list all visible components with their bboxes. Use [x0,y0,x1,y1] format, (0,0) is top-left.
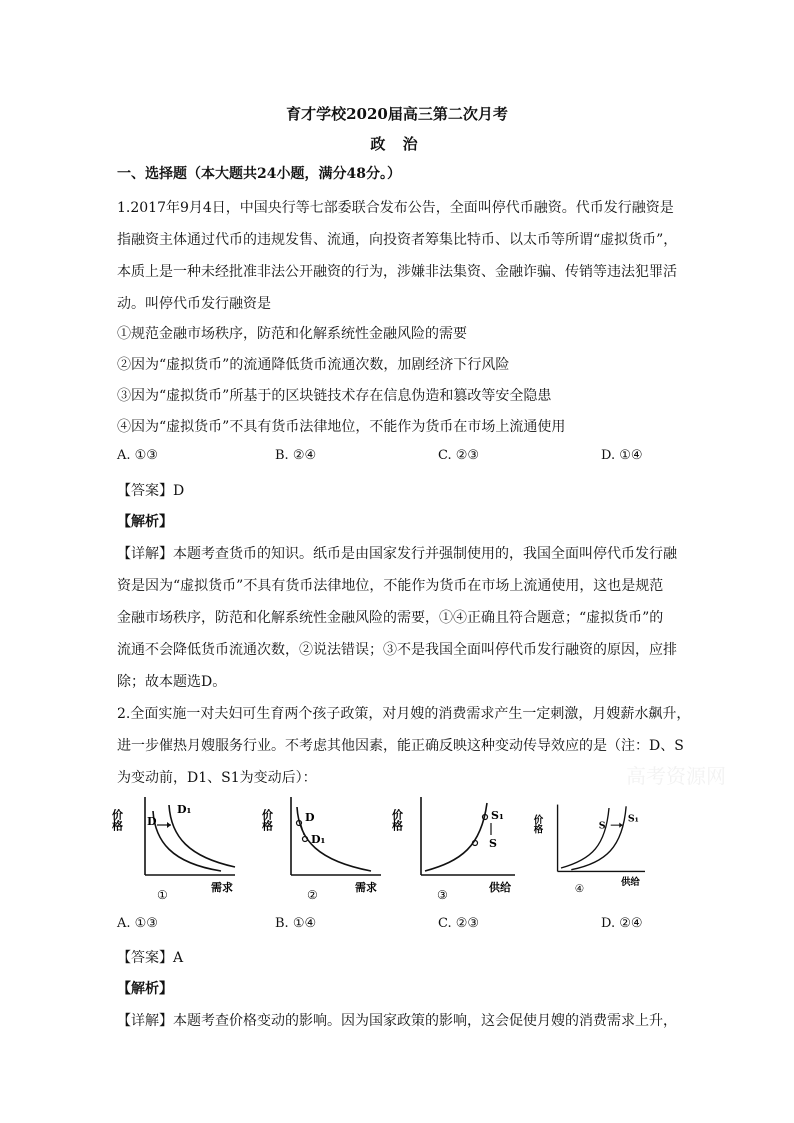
curve-label: S [489,837,497,850]
q1-detail: 【详解】本题考查货币的知识。纸币是由国家发行并强制使用的，我国全面叫停代币发行融 [117,546,677,562]
q1-detail: 资是因为“虚拟货币”不具有货币法律地位，不能作为货币在市场上流通使用，这也是规范 [117,578,664,594]
graph-number: ② [307,888,318,902]
curve-label: S₁ [627,813,639,825]
q2-detail: 【详解】本题考查价格变动的影响。因为国家政策的影响，这会促使月嫂的消费需求上升， [117,1013,677,1029]
q1-analysis-label: 【解析】 [117,514,173,530]
curve-s [561,808,609,868]
q2-graphs [110,795,677,905]
q1-option: ②因为“虚拟货币”的流通降低货币流通次数，加剧经济下行风险 [117,357,510,373]
q2-line: 为变动前，D1、S1为变动后）： [117,770,317,786]
curve-d [153,811,221,871]
graph-ylabel: 价格 [110,809,124,831]
exam-title: 育才学校2020届高三第二次月考 [286,105,508,123]
choice-d: D. ②④ [601,916,643,931]
subject-heading: 政 治 [370,135,424,153]
graph-ylabel: 价格 [260,809,274,831]
q1-line: 本质上是一种未经批准非法公开融资的行为，涉嫌非法集资、金融诈骗、传销等违法犯罪活 [117,264,677,280]
graph-number: ④ [574,883,584,895]
graph-number: ③ [437,888,448,902]
choice-d: D. ①④ [601,448,643,463]
choice-c: C. ②③ [438,448,480,463]
arrow-head [167,822,171,828]
q1-answer: 【答案】D [117,483,185,499]
curve-s1 [571,806,626,869]
choice-a: A. ①③ [117,448,158,463]
q1-line: 1.2017年9月4日，中国央行等七部委联合发布公告，全面叫停代币融资。代币发行融资是 [117,200,674,216]
q2-line: 2.全面实施一对夫妇可生育两个孩子政策，对月嫂的消费需求产生一定刺激，月嫂薪水飙升， [117,706,691,722]
curve-label: D [305,811,315,824]
q1-option: ①规范金融市场秩序，防范和化解系统性金融风险的需要 [117,326,467,342]
choice-a: A. ①③ [117,916,158,931]
curve-label: D₁ [177,803,192,816]
graph-3 [390,795,517,905]
q2-analysis-label: 【解析】 [117,981,173,997]
curve-label: D₁ [311,833,326,846]
q2-line: 进一步催热月嫂服务行业。不考虑其他因素，能正确反映这种变动传导效应的是（注：D、S [117,738,684,754]
graph-xlabel: 需求 [355,881,377,894]
q1-option: ③因为“虚拟货币”所基于的区块链技术存在信息伪造和篡改等安全隐患 [117,388,552,404]
graph-ylabel: 价格 [390,809,404,831]
q1-option: ④因为“虚拟货币”不具有货币法律地位，不能作为货币在市场上流通使用 [117,419,566,435]
graph-1 [110,795,237,905]
q1-detail: 除；故本题选D。 [117,674,227,690]
q1-detail: 流通不会降低货币流通次数，②说法错误；③不是我国全面叫停代币发行融资的原因，应排 [117,642,677,658]
q1-line: 动。叫停代币发行融资是 [117,296,271,312]
q1-line: 指融资主体通过代币的违规发售、流通，向投资者筹集比特币、以太币等所谓“虚拟货币”， [117,232,678,248]
q2-answer: 【答案】A [117,950,184,966]
graph-number: ① [157,888,168,902]
choice-b: B. ①④ [275,916,317,931]
graph-xlabel: 需求 [211,881,233,894]
graph-xlabel: 供给 [621,877,640,889]
graph-ylabel: 价格 [531,814,543,834]
q1-detail: 金融市场秩序，防范和化解系统性金融风险的需要，①④正确且符合题意；“虚拟货币”的 [117,610,664,626]
curve-label: D [147,815,157,828]
graph-2 [260,795,387,905]
graph-xlabel: 供给 [489,881,511,894]
section-heading: 一、选择题（本大题共24小题，满分48分。） [117,166,401,182]
choice-c: C. ②③ [438,916,480,931]
choice-b: B. ②④ [275,448,317,463]
curve-label: S₁ [491,809,504,822]
curve-label: S [598,820,606,832]
curve-supply [425,803,487,871]
graph-4 [531,795,657,905]
watermark: 高考资源网 [626,764,726,788]
